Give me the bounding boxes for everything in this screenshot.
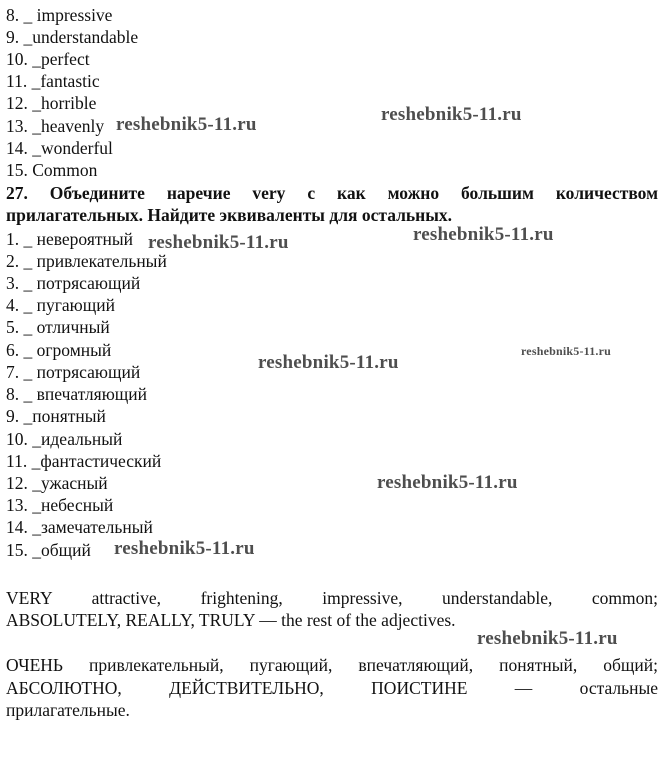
- list-item: 15. Common: [6, 160, 98, 180]
- watermark: reshebnik5-11.ru: [477, 628, 618, 649]
- list-item: 12. _ужасный: [6, 473, 108, 493]
- list-item: 11. _фантастический: [6, 451, 162, 471]
- list-item: 14. _wonderful: [6, 138, 113, 158]
- watermark: reshebnik5-11.ru: [114, 538, 255, 559]
- list-item: 13. _небесный: [6, 495, 114, 515]
- list-item: 11. _fantastic: [6, 71, 100, 91]
- watermark: reshebnik5-11.ru: [258, 352, 399, 373]
- task-heading-line-2: прилагательных. Найдите эквиваленты для остальных.: [6, 205, 453, 225]
- task-heading-line-1: 27. Объедините наречие very с как можно большим количеством: [6, 183, 658, 203]
- watermark: reshebnik5-11.ru: [116, 114, 257, 135]
- answer-en-line-1: VERY attractive, frightening, impressive, understandable, common;: [6, 588, 658, 608]
- list-item: 2. _ привлекательный: [6, 251, 167, 271]
- watermark: reshebnik5-11.ru: [381, 104, 522, 125]
- list-item: 8. _ impressive: [6, 5, 113, 25]
- answer-ru-line-1: ОЧЕНЬ привлекательный, пугающий, впечатляющий, понятный, общий;: [6, 655, 658, 675]
- list-item: 9. _understandable: [6, 27, 139, 47]
- list-item: 7. _ потрясающий: [6, 362, 141, 382]
- list-item: 14. _замечательный: [6, 517, 153, 537]
- list-item: 13. _heavenly: [6, 116, 105, 136]
- answer-ru-line-3: прилагательные.: [6, 700, 130, 720]
- list-item: 15. _общий: [6, 540, 91, 560]
- watermark: reshebnik5-11.ru: [521, 344, 611, 358]
- list-item: 8. _ впечатляющий: [6, 384, 147, 404]
- answer-en-line-2: ABSOLUTELY, REALLY, TRULY — the rest of the adjectives.: [6, 610, 456, 630]
- list-item: 12. _horrible: [6, 93, 97, 113]
- answer-ru-line-2: АБСОЛЮТНО, ДЕЙСТВИТЕЛЬНО, ПОИСТИНЕ — остальные: [6, 678, 658, 698]
- list-item: 10. _perfect: [6, 49, 90, 69]
- list-item: 4. _ пугающий: [6, 295, 115, 315]
- watermark: reshebnik5-11.ru: [413, 224, 554, 245]
- watermark: reshebnik5-11.ru: [377, 472, 518, 493]
- list-item: 3. _ потрясающий: [6, 273, 141, 293]
- list-item: 5. _ отличный: [6, 317, 110, 337]
- watermark: reshebnik5-11.ru: [148, 232, 289, 253]
- list-item: 1. _ невероятный: [6, 229, 134, 249]
- list-item: 9. _понятный: [6, 406, 106, 426]
- list-item: 6. _ огромный: [6, 340, 112, 360]
- list-item: 10. _идеальный: [6, 429, 123, 449]
